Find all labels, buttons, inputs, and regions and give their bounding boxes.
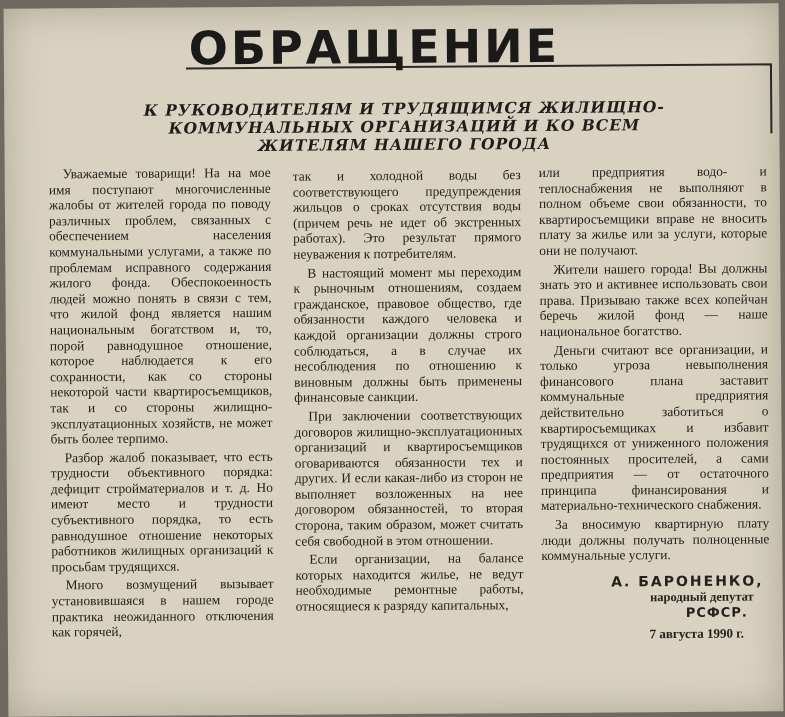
article-headline: ОБРАЩЕНИЕ bbox=[188, 18, 561, 76]
paragraph: Разбор жалоб показывает, что есть трудности объективного порядка: дефицит стройматериалов и т. д. Но имеют место и трудности субъективного порядка, то есть равнодушное отношение некоторых работников жилищных организаций к просьбам трудящихся. bbox=[50, 448, 274, 575]
article-column-1 bbox=[49, 165, 274, 643]
paragraph: За вносимую квартирную плату люди должны получать полноценные коммунальные услуги. bbox=[541, 515, 770, 564]
paragraph: Деньги считают все организации, и только угроза невыполнения финансового плана заставит коммунальные предприятия действительно заботиться о квартиросъемщиках и избавит трудящихся от униженного положения постоянных просителей, а сами предприятия — от остаточного принципа финансирования и материально-технического снабжения. bbox=[539, 340, 769, 514]
signature-date: 7 августа 1990 г. bbox=[649, 625, 744, 641]
newspaper-clipping bbox=[4, 3, 784, 716]
headline-frame-right bbox=[770, 63, 772, 133]
paragraph: Жители нашего города! Вы должны знать это и активнее использовать свои права. Призываю также всех копейчан беречь жилой фонд — наше национальное богатство. bbox=[539, 259, 768, 339]
article-column-3 bbox=[539, 163, 770, 642]
signature-block bbox=[542, 574, 770, 642]
paragraph: Уважаемые товарищи! На на мое имя поступают многочисленные жалобы от жителей города по поводу различных проблем, связанных с обеспечением населения коммунальными услугами, а также по проблемам исправного содержания жилого фонда. Обеспокоенность людей можно понять в связи с тем, что жилой фонд является нашим национальным богатством и, то, порой равнодушное отношение, которое наблюдается к его сохранности, как со стороны некоторой части квартиросъемщиков, так и со стороны жилищно-эксплуатационных хозяйств, не может быть более терпимо. bbox=[48, 164, 273, 447]
paragraph: В настоящий момент мы переходим к рыночным отношениям, создаем гражданское, правовое общество, где обязанности каждого человека и каждой организации должны строго соблюдаться, а в случае их несоблюдения по отношению к виновным должны быть применены финансовые санкции. bbox=[293, 263, 523, 406]
signature-title: народный депутат bbox=[650, 589, 754, 605]
signature-region: РСФСР. bbox=[685, 605, 748, 621]
paragraph: При заключении соответствующих договоров жилищно-эксплуатационных организаций и квартиросъемщиков оговариваются обязанности тех и других. И если какая-либо из сторон не выполняет возложенных на нее договором обязанностей, то вторая сторона, таким образом, может считать себя свободной в этом отношении. bbox=[294, 407, 524, 549]
article-column-2 bbox=[293, 167, 524, 617]
paragraph: или предприятия водо- и теплоснабжения не выполняют в полном объеме свои обязанности, то квартиросъемщики вправе не вносить плату за жилье или за услуги, которые они не получают. bbox=[538, 163, 768, 258]
paragraph: так и холодной воды без соответствующего предупреждения жильцов о сроках отсутствия воды (причем речь не идет об экстренных работах). Это результат прямого неуважения к потребителям. bbox=[292, 167, 522, 262]
signature-name: А. БАРОНЕНКО, bbox=[611, 573, 764, 591]
paragraph: Много возмущений вызывает установившаяся в нашем городе практика неожиданного отключения как горячей, bbox=[51, 576, 274, 640]
paragraph: Если организации, на балансе которых находится жилье, не ведут необходимые ремонтные работы, относящиеся к разряду капитальных, bbox=[295, 550, 524, 614]
article-subheadline: К РУКОВОДИТЕЛЯМ И ТРУДЯЩИМСЯ ЖИЛИЩНО-КОММУНАЛЬНЫХ ОРГАНИЗАЦИЙ И КО ВСЕМ ЖИТЕЛЯМ НАШЕГО ГОРОДА bbox=[143, 97, 665, 155]
